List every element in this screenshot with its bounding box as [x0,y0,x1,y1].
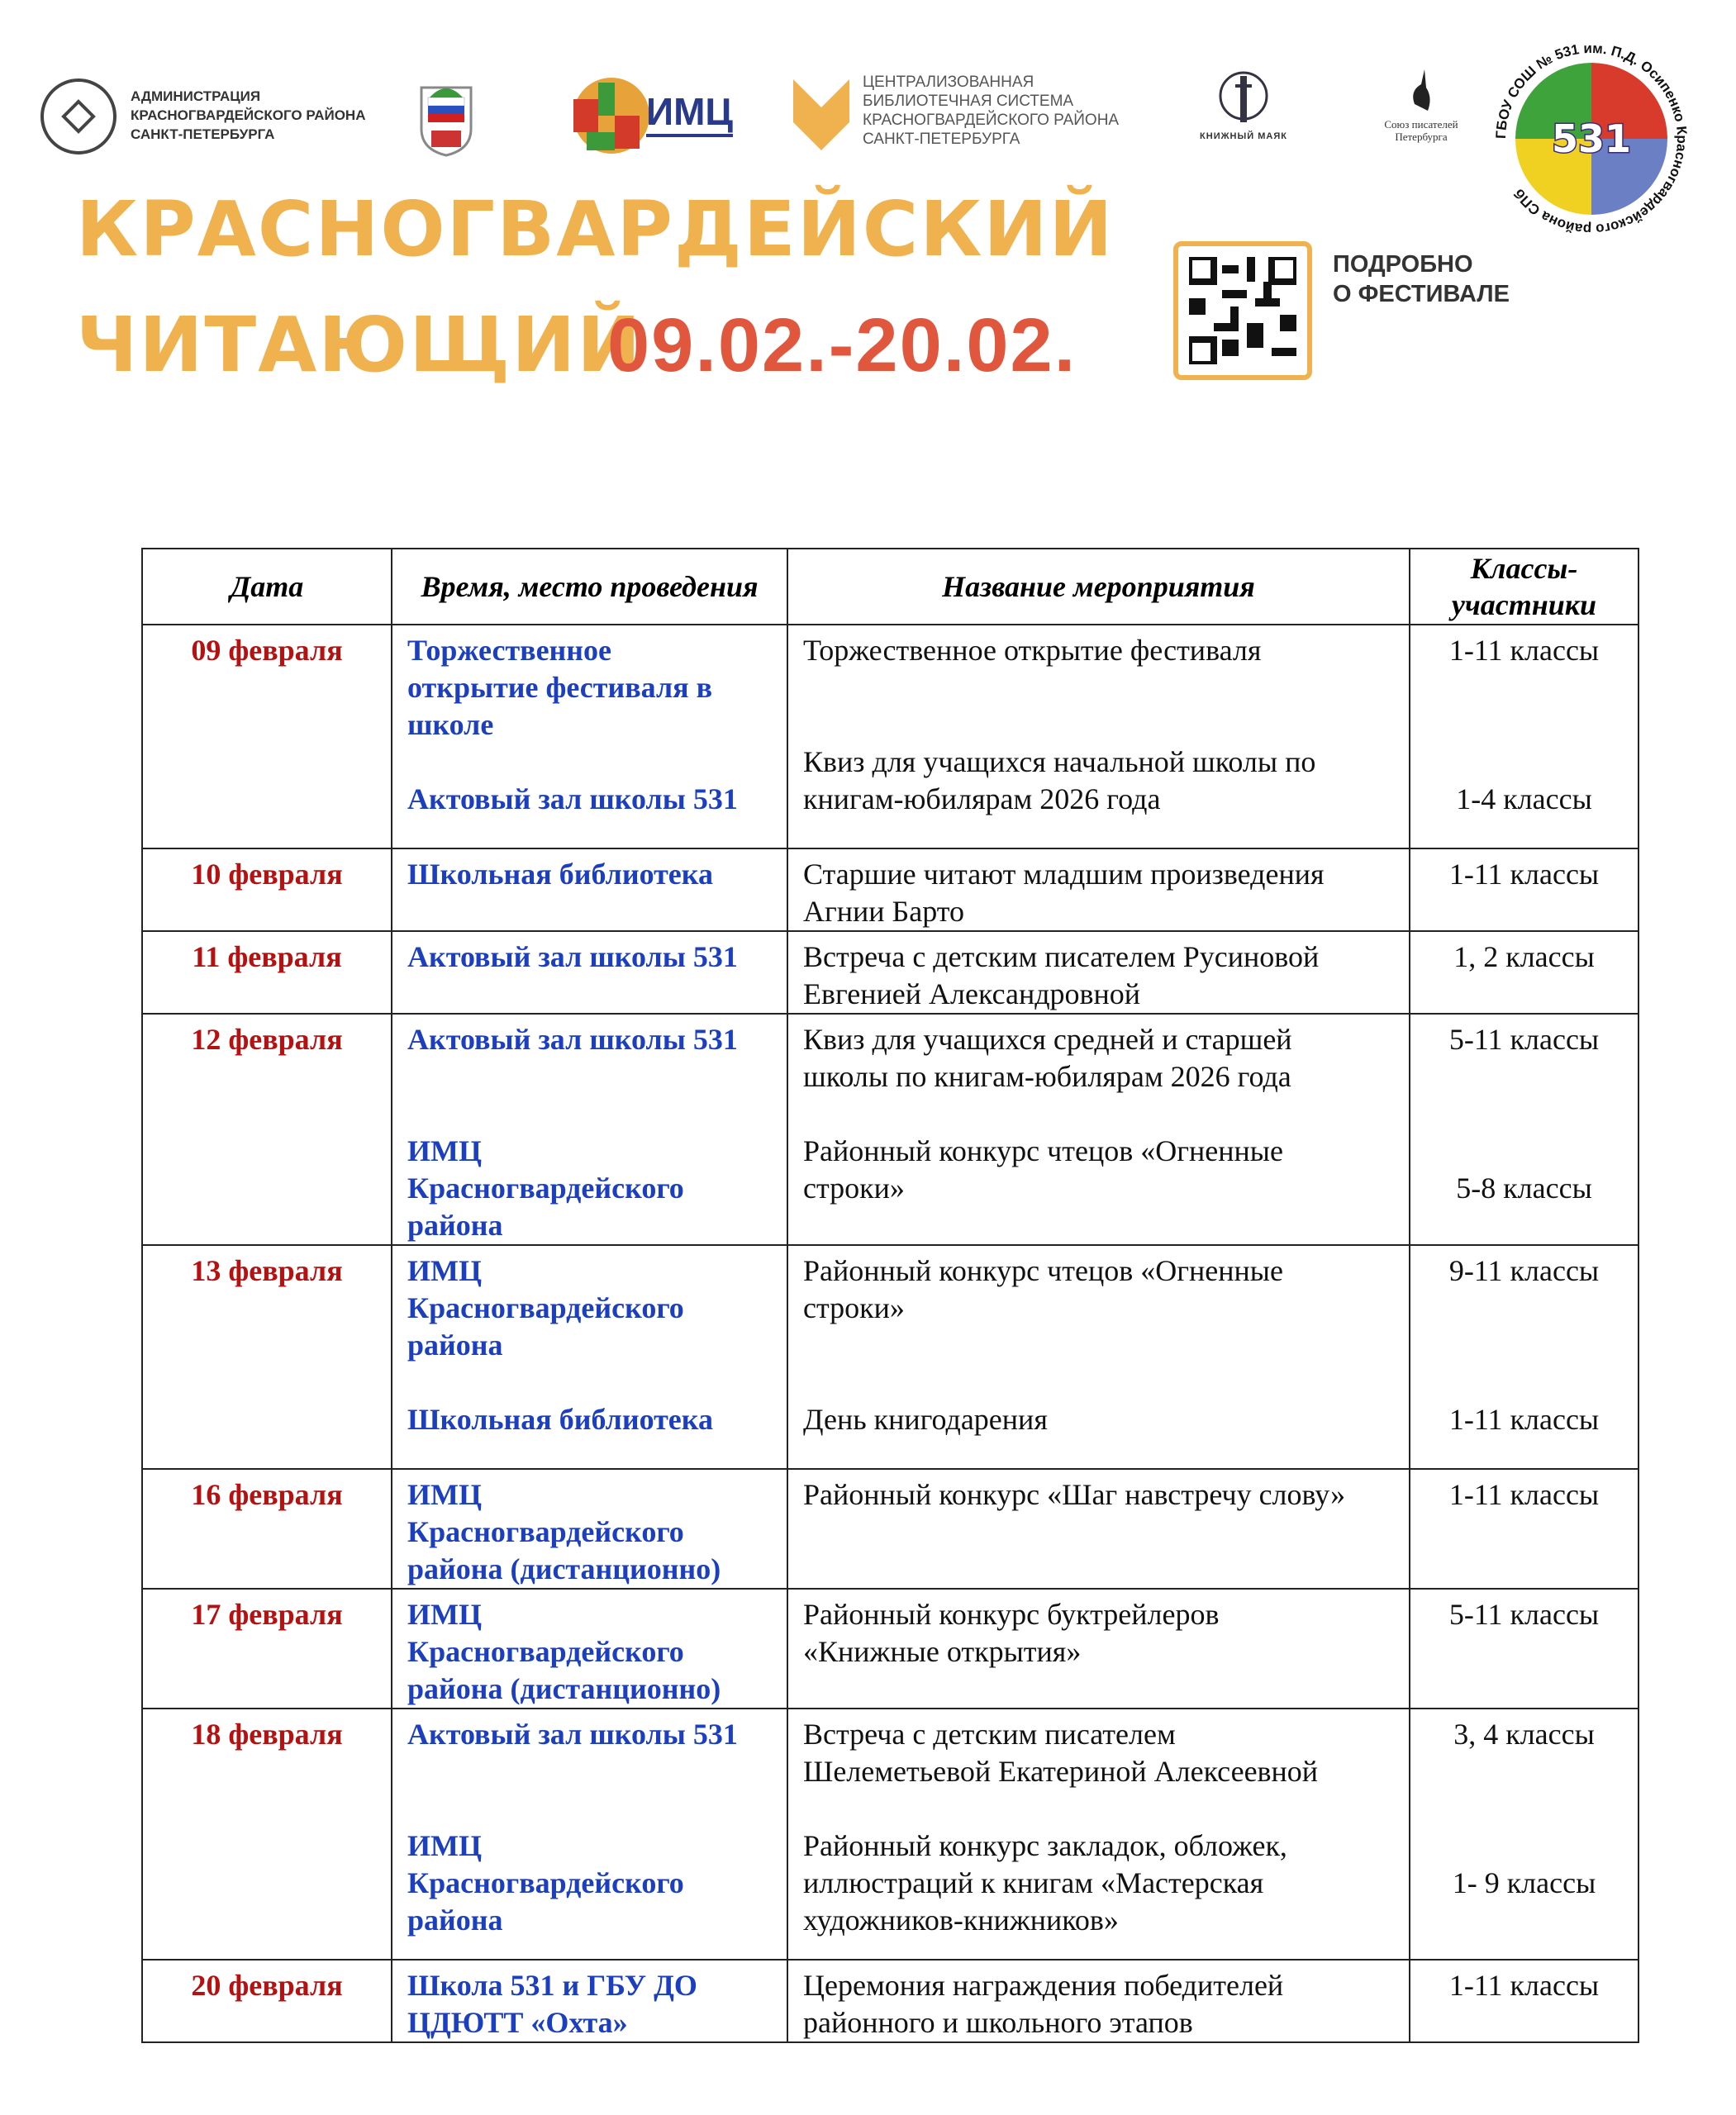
place-cell [392,1245,787,1469]
date-cell [142,625,392,848]
more-line: ПОДРОБНО [1333,251,1473,278]
spacer [1425,1753,1623,1790]
cbs-line: ЦЕНТРАЛИЗОВАННАЯ [863,74,1034,91]
mayak-label: КНИЖНЫЙ МАЯК [1200,131,1287,141]
place-cell [392,1709,787,1960]
classes-value: 1-11 классы [1448,1969,1600,2002]
spacer [1425,706,1623,744]
admin-logo [39,77,118,160]
classes-cell [1410,1014,1638,1245]
event-line: художников-книжников» [803,1904,1119,1937]
spacer [1425,1058,1623,1096]
event-line: День книгодарения [803,1403,1048,1436]
qr-code-icon [1189,257,1296,364]
event-line: Районный конкурс чтецов «Огненные [803,1254,1283,1287]
spacer [407,1096,772,1133]
admin-logo-text [131,87,365,144]
classes-value: 1-11 классы [1448,1403,1600,1436]
event-line: Встреча с детским писателем Русиновой [803,940,1320,973]
place-line: района [407,1904,503,1937]
place-line: Красногвардейского [407,1291,684,1324]
spacer [803,1364,1394,1401]
place-line: Красногвардейского [407,1635,684,1668]
classes-value: 9-11 классы [1448,1254,1600,1287]
festival-info-link[interactable] [1333,250,1510,309]
place-cell [392,1960,787,2042]
festival-title-line1: КРАСНОГВАРДЕЙСКИЙ [76,185,1115,273]
event-line: строки» [803,1172,905,1205]
event-date: 18 февраля [191,1718,343,1751]
place-line: Красногвардейского [407,1866,684,1899]
date-cell [142,848,392,931]
place-line: школе [407,708,494,741]
event-line: «Книжные открытия» [803,1635,1082,1668]
table-row [142,625,1638,848]
place-line: района (дистанционно) [407,1672,721,1705]
spacer [1425,1096,1623,1133]
classes-value: 1-11 классы [1448,858,1600,891]
table-row [142,931,1638,1014]
event-line: Торжественное открытие фестиваля [803,634,1262,667]
event-line: Районный конкурс буктрейлеров [803,1598,1220,1631]
event-line: школы по книгам-юбилярам 2026 года [803,1060,1291,1093]
event-date: 11 февраля [192,940,342,973]
place-cell [392,625,787,848]
spacer [407,744,772,781]
spacer [1425,1133,1623,1170]
admin-line: САНКТ-ПЕТЕРБУРГА [131,126,275,142]
event-cell [787,1960,1410,2042]
date-cell [142,931,392,1014]
spacer [407,1364,772,1401]
classes-value: 5-11 классы [1448,1023,1600,1056]
event-line: иллюстраций к книгам «Мастерская [803,1866,1264,1899]
date-cell [142,1245,392,1469]
place-line: Школа 531 и ГБУ ДО [407,1969,697,2002]
table-row [142,1960,1638,2042]
school-emblem-icon [1494,41,1689,236]
event-cell [787,625,1410,848]
event-line: Шелеметьевой Екатериной Алексеевной [803,1755,1319,1788]
quill-icon [1405,68,1438,116]
event-line: районного и школьного этапов [803,2006,1193,2039]
classes-value: 1- 9 классы [1452,1866,1596,1899]
event-line: Районный конкурс закладок, обложек, [803,1829,1287,1862]
imc-mosaic-icon [570,74,653,157]
cbs-line: КРАСНОГВАРДЕЙСКОГО РАЙОНА [863,112,1120,129]
mayak-logo [1182,68,1306,141]
event-cell [787,1469,1410,1589]
date-cell [142,1709,392,1960]
event-line: Евгенией Александровной [803,977,1141,1010]
event-date: 16 февраля [191,1478,343,1511]
event-date: 20 февраля [191,1969,343,2002]
spacer [1425,1327,1623,1364]
event-cell [787,931,1410,1014]
writers-union-logo [1359,68,1483,143]
spacer [1425,744,1623,781]
chevron-logo-icon [793,79,849,150]
cbs-line: БИБЛИОТЕЧНАЯ СИСТЕМА [863,93,1074,110]
event-date: 09 февраля [191,634,343,667]
classes-value: 1, 2 классы [1453,940,1595,973]
place-line: района [407,1328,503,1362]
spacer [407,1753,772,1790]
more-line: О ФЕСТИВАЛЕ [1333,281,1510,307]
festival-dates: 09.02.-20.02. [607,303,1077,387]
header-place: Время, место проведения [392,549,787,625]
place-line: открытие фестиваля в [407,671,713,704]
place-line: ИМЦ [407,1254,482,1287]
district-emblem-logo [413,79,479,163]
classes-cell [1410,1589,1638,1709]
cbs-logo-text [863,73,1119,149]
event-line: Квиз для учащихся средней и старшей [803,1023,1292,1056]
event-line: строки» [803,1291,905,1324]
classes-cell [1410,931,1638,1014]
admin-emblem-icon [39,77,118,156]
coat-of-arms-icon [413,79,479,159]
table-header-row [142,549,1638,625]
place-line: Актовый зал школы 531 [407,1023,738,1056]
date-cell [142,1960,392,2042]
place-cell [392,848,787,931]
spacer [803,1096,1394,1133]
festival-title-line2: ЧИТАЮЩИЙ [76,301,643,389]
date-cell [142,1014,392,1245]
header-date: Дата [142,549,392,625]
place-line: Торжественное [407,634,612,667]
event-cell [787,848,1410,931]
classes-cell [1410,1245,1638,1469]
spacer [1425,669,1623,706]
place-cell [392,1014,787,1245]
lighthouse-icon [1219,68,1268,127]
event-cell [787,1709,1410,1960]
place-line: ИМЦ [407,1598,482,1631]
table-row [142,1014,1638,1245]
event-line: Встреча с детским писателем [803,1718,1176,1751]
event-cell [787,1589,1410,1709]
place-line: ЦДЮТТ «Охта» [407,2006,628,2039]
event-line: Церемония награждения победителей [803,1969,1284,2002]
place-line: Актовый зал школы 531 [407,782,738,815]
place-line: Актовый зал школы 531 [407,1718,738,1751]
spacer [407,1790,772,1827]
place-line: ИМЦ [407,1829,482,1862]
imc-label: ИМЦ [646,89,733,137]
writers-line: Петербурга [1395,131,1448,143]
event-date: 10 февраля [191,858,343,891]
classes-value: 3, 4 классы [1453,1718,1595,1751]
spacer [803,1790,1394,1827]
event-line: Районный конкурс «Шаг навстречу слову» [803,1478,1346,1511]
place-line: ИМЦ [407,1134,482,1167]
classes-cell [1410,1709,1638,1960]
spacer [407,1058,772,1096]
classes-cell [1410,1960,1638,2042]
schedule-table [141,548,1639,2043]
classes-cell [1410,1469,1638,1589]
school-number: 531 [1551,116,1632,161]
event-line: Районный конкурс чтецов «Огненные [803,1134,1283,1167]
event-line: Квиз для учащихся начальной школы по [803,745,1316,778]
cbs-logo [793,79,849,154]
school-ring-text: ГБОУ СОШ № 531 им. П.Д. Осипенко Красногвардейского района СПб [1494,41,1689,236]
classes-value: 5-8 классы [1456,1172,1592,1205]
spacer [1425,1790,1623,1827]
event-line: Старшие читают младшим произведения [803,858,1325,891]
spacer [1425,1364,1623,1401]
event-date: 13 февраля [191,1254,343,1287]
table-row [142,1709,1638,1960]
header-event: Название мероприятия [787,549,1410,625]
place-line: ИМЦ [407,1478,482,1511]
classes-value: 1-4 классы [1456,782,1592,815]
qr-code[interactable] [1173,241,1312,380]
place-line: района (дистанционно) [407,1552,721,1585]
place-line: Школьная библиотека [407,1403,713,1436]
table-row [142,1245,1638,1469]
event-line: Агнии Барто [803,895,964,928]
place-line: Школьная библиотека [407,858,713,891]
spacer [803,706,1394,744]
classes-value: 1-11 классы [1448,1478,1600,1511]
place-cell [392,931,787,1014]
classes-value: 1-11 классы [1448,634,1600,667]
classes-cell [1410,625,1638,848]
event-date: 17 февраля [191,1598,343,1631]
event-cell [787,1014,1410,1245]
admin-line: АДМИНИСТРАЦИЯ [131,88,261,104]
school-531-logo [1494,41,1689,240]
imc-logo [570,74,735,157]
date-cell [142,1589,392,1709]
place-cell [392,1469,787,1589]
place-line: Актовый зал школы 531 [407,940,738,973]
writers-line: Союз писателей [1384,118,1458,131]
place-cell [392,1589,787,1709]
date-cell [142,1469,392,1589]
event-line: книгам-юбилярам 2026 года [803,782,1161,815]
table-row [142,1589,1638,1709]
classes-cell [1410,848,1638,931]
table-row [142,1469,1638,1589]
spacer [803,1327,1394,1364]
spacer [1425,1290,1623,1327]
classes-value: 5-11 классы [1448,1598,1600,1631]
table-row [142,848,1638,931]
place-line: Красногвардейского [407,1515,684,1548]
spacer [1425,1827,1623,1865]
spacer [803,669,1394,706]
place-line: района [407,1209,503,1242]
cbs-line: САНКТ-ПЕТЕРБУРГА [863,131,1020,148]
place-line: Красногвардейского [407,1172,684,1205]
event-cell [787,1245,1410,1469]
admin-line: КРАСНОГВАРДЕЙСКОГО РАЙОНА [131,107,366,123]
header-classes: Классы-участники [1410,549,1638,625]
event-date: 12 февраля [191,1023,343,1056]
